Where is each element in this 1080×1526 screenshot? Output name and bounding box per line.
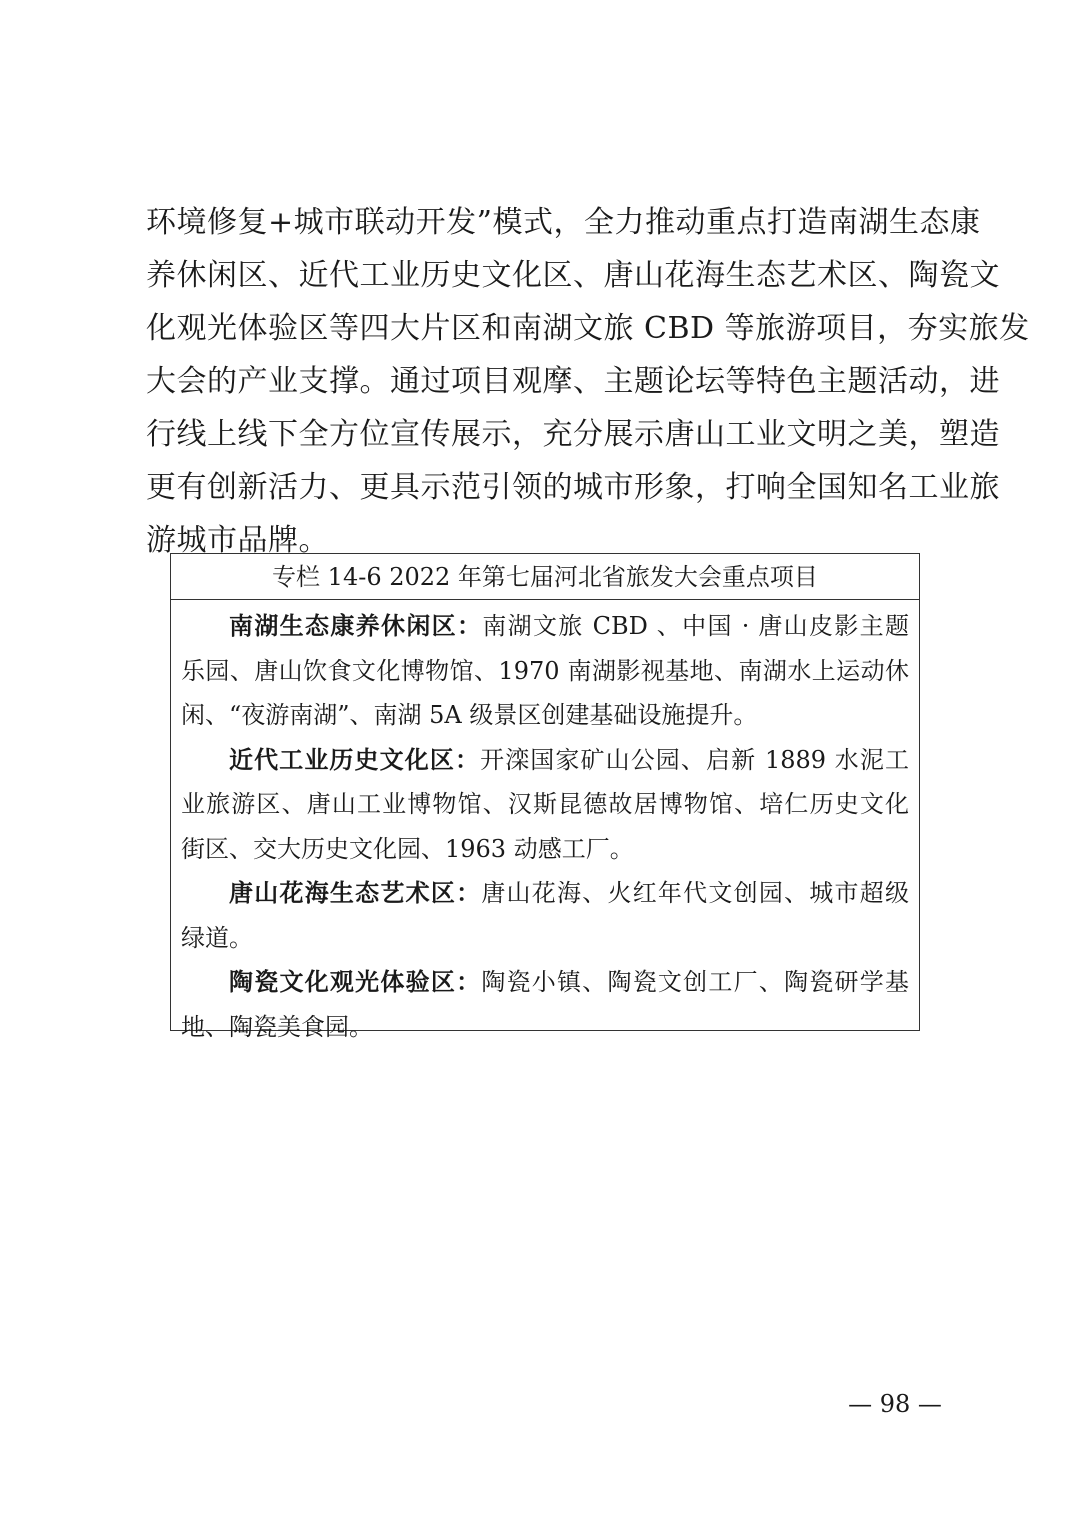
body-line: 大会的产业支撑。通过项目观摩、主题论坛等特色主题活动，进	[146, 364, 1000, 399]
project-column-box	[170, 553, 920, 1041]
entry-text: 陶瓷小镇、陶瓷文创工厂、陶瓷研学基	[481, 968, 910, 996]
page-number: — 98 —	[848, 1390, 942, 1418]
body-line: 更有创新活力、更具示范引领的城市形象，打响全国知名工业旅	[146, 470, 1000, 505]
entry-line: 业旅游区、唐山工业博物馆、汉斯昆德故居博物馆、培仁历史文化	[181, 790, 909, 818]
body-line: 化观光体验区等四大片区和南湖文旅 CBD 等旅游项目，夯实旅发	[146, 311, 1030, 346]
entry-heading: 唐山花海生态艺术区：	[229, 878, 482, 907]
entry-first-line	[181, 738, 909, 783]
entry-line: 地、陶瓷美食园。	[181, 1012, 373, 1041]
entry-text: 开滦国家矿山公园、启新 1889 水泥工	[480, 745, 909, 774]
entry-line: 闲、“夜游南湖”、南湖 5A 级景区创建基础设施提升。	[181, 701, 758, 729]
entry-first-line	[181, 604, 909, 649]
body-paragraph	[146, 196, 1030, 567]
entry-heading: 陶瓷文化观光体验区：	[229, 967, 482, 996]
entry-first-line	[181, 960, 909, 1005]
box-body	[171, 600, 919, 1049]
entry-heading: 南湖生态康养休闲区：	[229, 611, 483, 640]
body-line: 行线上线下全方位宣传展示，充分展示唐山工业文明之美，塑造	[146, 417, 1000, 452]
entry-heading: 近代工业历史文化区：	[229, 744, 481, 774]
entry-text: 南湖文旅 CBD 、中国 · 唐山皮影主题	[482, 612, 909, 640]
entry-line: 乐园、唐山饮食文化博物馆、1970 南湖影视基地、南湖水上运动休	[181, 656, 909, 685]
body-line: 环境修复+城市联动开发”模式，全力推动重点打造南湖生态康	[146, 205, 981, 240]
entry-text: 唐山花海、火红年代文创园、城市超级	[481, 879, 910, 907]
entry-line: 街区、交大历史文化园、1963 动感工厂。	[181, 834, 634, 863]
body-line: 游城市品牌。	[146, 523, 329, 558]
entry-line: 绿道。	[181, 923, 253, 952]
box-title: 专栏 14-6 2022 年第七届河北省旅发大会重点项目	[171, 554, 919, 600]
entry-first-line	[181, 871, 909, 916]
body-line: 养休闲区、近代工业历史文化区、唐山花海生态艺术区、陶瓷文	[146, 258, 1000, 293]
